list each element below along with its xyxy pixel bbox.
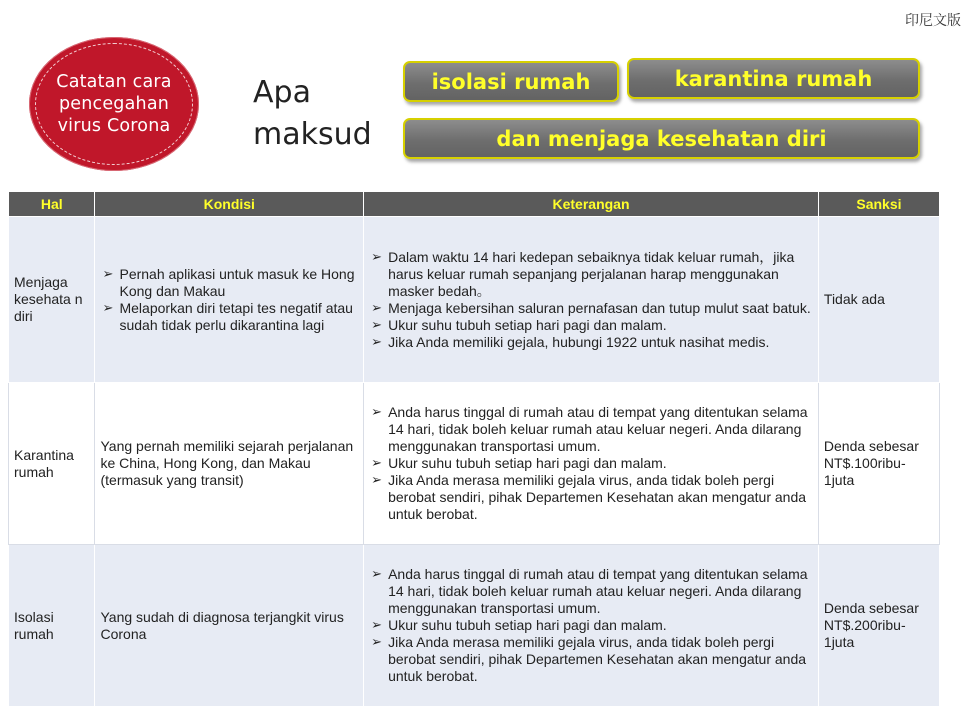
heading — [253, 72, 372, 156]
kondisi-list — [100, 266, 358, 334]
cell-sanksi: Tidak ada — [818, 217, 939, 383]
list-item: ➢ Jika Anda merasa memiliki gejala virus, anda tidak boleh pergi berobat sendiri, pihak Departemen Kesehatan akan mengatur anda untuk berobat. — [369, 634, 813, 685]
cell-hal: Isolasi rumah — [9, 545, 95, 707]
list-item: ➢ Ukur suhu tubuh setiap hari pagi dan malam. — [369, 317, 813, 334]
heading-line-2: maksud — [253, 117, 372, 152]
list-item: ➢ Ukur suhu tubuh setiap hari pagi dan malam. — [369, 617, 813, 634]
header-kondisi: Kondisi — [95, 192, 364, 217]
list-item: ➢ Dalam waktu 14 hari kedepan sebaiknya tidak keluar rumah，jika harus keluar rumah sepanjang perjalanan harap menggunakan masker bedah。 — [369, 249, 813, 300]
list-item: ➢ Menjaga kebersihan saluran pernafasan dan tutup mulut saat batuk. — [369, 300, 813, 317]
pill-isolasi-rumah: isolasi rumah — [403, 61, 619, 102]
language-tag: 印尼文版 — [905, 13, 961, 29]
cell-sanksi: Denda sebesar NT$.100ribu-1juta — [818, 383, 939, 545]
cell-keterangan — [364, 545, 819, 707]
table-header-row — [9, 192, 940, 217]
list-item: ➢ Pernah aplikasi untuk masuk ke Hong Kong dan Makau — [100, 266, 358, 300]
cell-sanksi: Denda sebesar NT$.200ribu-1juta — [818, 545, 939, 707]
list-item: ➢ Melaporkan diri tetapi tes negatif atau sudah tidak perlu dikarantina lagi — [100, 300, 358, 334]
list-item: ➢ Anda harus tinggal di rumah atau di tempat yang ditentukan selama 14 hari, tidak boleh keluar rumah atau keluar negeri. Anda dilarang menggunakan transportasi umum. — [369, 566, 813, 617]
table-row — [9, 217, 940, 383]
list-item: ➢ Anda harus tinggal di rumah atau di tempat yang ditentukan selama 14 hari, tidak boleh keluar rumah atau keluar negeri. Anda dilarang menggunakan transportasi umum. — [369, 404, 813, 455]
cell-hal: Karantina rumah — [9, 383, 95, 545]
heading-line-1: Apa — [253, 75, 311, 110]
list-item: ➢ Jika Anda merasa memiliki gejala virus, anda tidak boleh pergi berobat sendiri, pihak Departemen Kesehatan akan mengatur anda untuk berobat. — [369, 472, 813, 523]
cell-hal: Menjaga kesehata n diri — [9, 217, 95, 383]
table-row — [9, 383, 940, 545]
keterangan-list — [369, 249, 813, 351]
badge-title: Catatan cara pencegahan virus Corona — [56, 72, 172, 136]
pill-karantina-rumah: karantina rumah — [627, 58, 920, 99]
info-table — [8, 191, 940, 707]
title-badge — [29, 37, 199, 171]
list-item: ➢ Jika Anda memiliki gejala, hubungi 1922 untuk nasihat medis. — [369, 334, 813, 351]
list-item: ➢ Ukur suhu tubuh setiap hari pagi dan malam. — [369, 455, 813, 472]
table-row — [9, 545, 940, 707]
cell-keterangan — [364, 217, 819, 383]
cell-keterangan — [364, 383, 819, 545]
pill-menjaga-kesehatan: dan menjaga kesehatan diri — [403, 118, 920, 159]
cell-kondisi: Yang sudah di diagnosa terjangkit virus Corona — [95, 545, 364, 707]
header-sanksi: Sanksi — [818, 192, 939, 217]
header-keterangan: Keterangan — [364, 192, 819, 217]
header-hal: Hal — [9, 192, 95, 217]
cell-kondisi: Yang pernah memiliki sejarah perjalanan ke China, Hong Kong, dan Makau (termasuk yang transit) — [95, 383, 364, 545]
keterangan-list — [369, 566, 813, 685]
cell-kondisi — [95, 217, 364, 383]
keterangan-list — [369, 404, 813, 523]
